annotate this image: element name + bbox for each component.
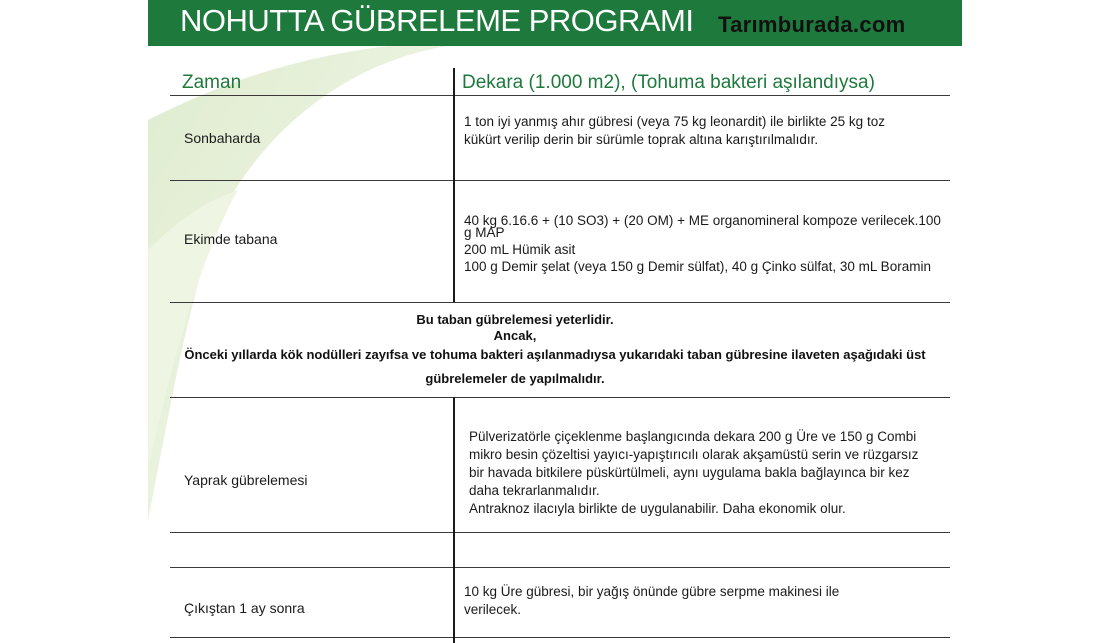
- text-line: 1 ton iyi yanmış ahır gübresi (veya 75 kg leonardit) ile birlikte 25 kg toz: [464, 114, 885, 129]
- column-header-time: Zaman: [182, 72, 242, 93]
- row-divider: [170, 567, 950, 568]
- text-line: g MAP: [464, 225, 505, 240]
- header-divider: [170, 95, 950, 96]
- column-separator: [453, 397, 455, 643]
- page-header: [148, 0, 962, 46]
- text-line: 100 g Demir şelat (veya 150 g Demir sülfat), 40 g Çinko sülfat, 30 mL Boramin: [464, 259, 931, 274]
- text-line: verilecek.: [464, 602, 522, 617]
- row-divider: [170, 637, 950, 638]
- text-line: 200 mL Hümik asit: [464, 242, 576, 257]
- row-text-after-emergence: [464, 583, 839, 619]
- row-label-foliar: Yaprak gübrelemesi: [184, 472, 308, 488]
- row-text-foliar: [469, 428, 918, 518]
- text-line: mikro besin çözeltisi yayıcı-yapıştırıcılı olarak akşamüstü serin ve rüzgarsız: [469, 447, 919, 462]
- text-line: Antraknoz ilacıyla birlikte de uygulanabilir. Daha ekonomik olur.: [469, 501, 846, 516]
- text-line: Pülverizatörle çiçeklenme başlangıcında dekara 200 g Üre ve 150 g Combi: [469, 429, 917, 444]
- text-line: 10 kg Üre gübresi, bir yağış önünde gübre serpme makinesi ile: [464, 584, 840, 599]
- column-header-dose: Dekara (1.000 m2), (Tohuma bakteri aşılandıysa): [462, 72, 875, 93]
- note-line: Ancak,: [493, 328, 537, 343]
- row-label-planting-base: Ekimde tabana: [184, 231, 278, 247]
- row-text-planting-base: [464, 212, 941, 275]
- text-line: 40 kg 6.16.6 + (10 SO3) + (20 OM) + ME organomineral kompoze verilecek.100: [464, 213, 941, 228]
- row-divider: [170, 180, 950, 181]
- page-title: NOHUTTA GÜBRELEME PROGRAMI: [180, 3, 694, 38]
- row-divider: [170, 302, 950, 303]
- text-line: daha tekrarlanmalıdır.: [469, 483, 600, 498]
- note-line: gübrelemeler de yapılmalıdır.: [425, 371, 605, 386]
- row-label-autumn: Sonbaharda: [184, 130, 261, 146]
- row-divider: [170, 397, 950, 398]
- text-line: kükürt verilip derin bir sürümle toprak altına karıştırılmalıdır.: [464, 132, 819, 147]
- document-page: [148, 0, 962, 643]
- row-divider: [170, 532, 950, 533]
- row-label-after-emergence: Çıkıştan 1 ay sonra: [184, 600, 305, 616]
- text-line: bir havada bitkilere püskürtülmeli, aynı uygulama bakla bağlayınca bir kez: [469, 465, 910, 480]
- brand-logo-text: Tarımburada.com: [718, 12, 906, 37]
- column-separator: [453, 68, 455, 302]
- row-text-autumn: [464, 113, 885, 149]
- note-line: Bu taban gübrelemesi yeterlidir.: [416, 312, 614, 327]
- note-line: Önceki yıllarda kök nodülleri zayıfsa ve tohuma bakteri aşılanmadıysa yukarıdaki taban gübresine ilaveten aşağıdaki üst: [184, 347, 926, 362]
